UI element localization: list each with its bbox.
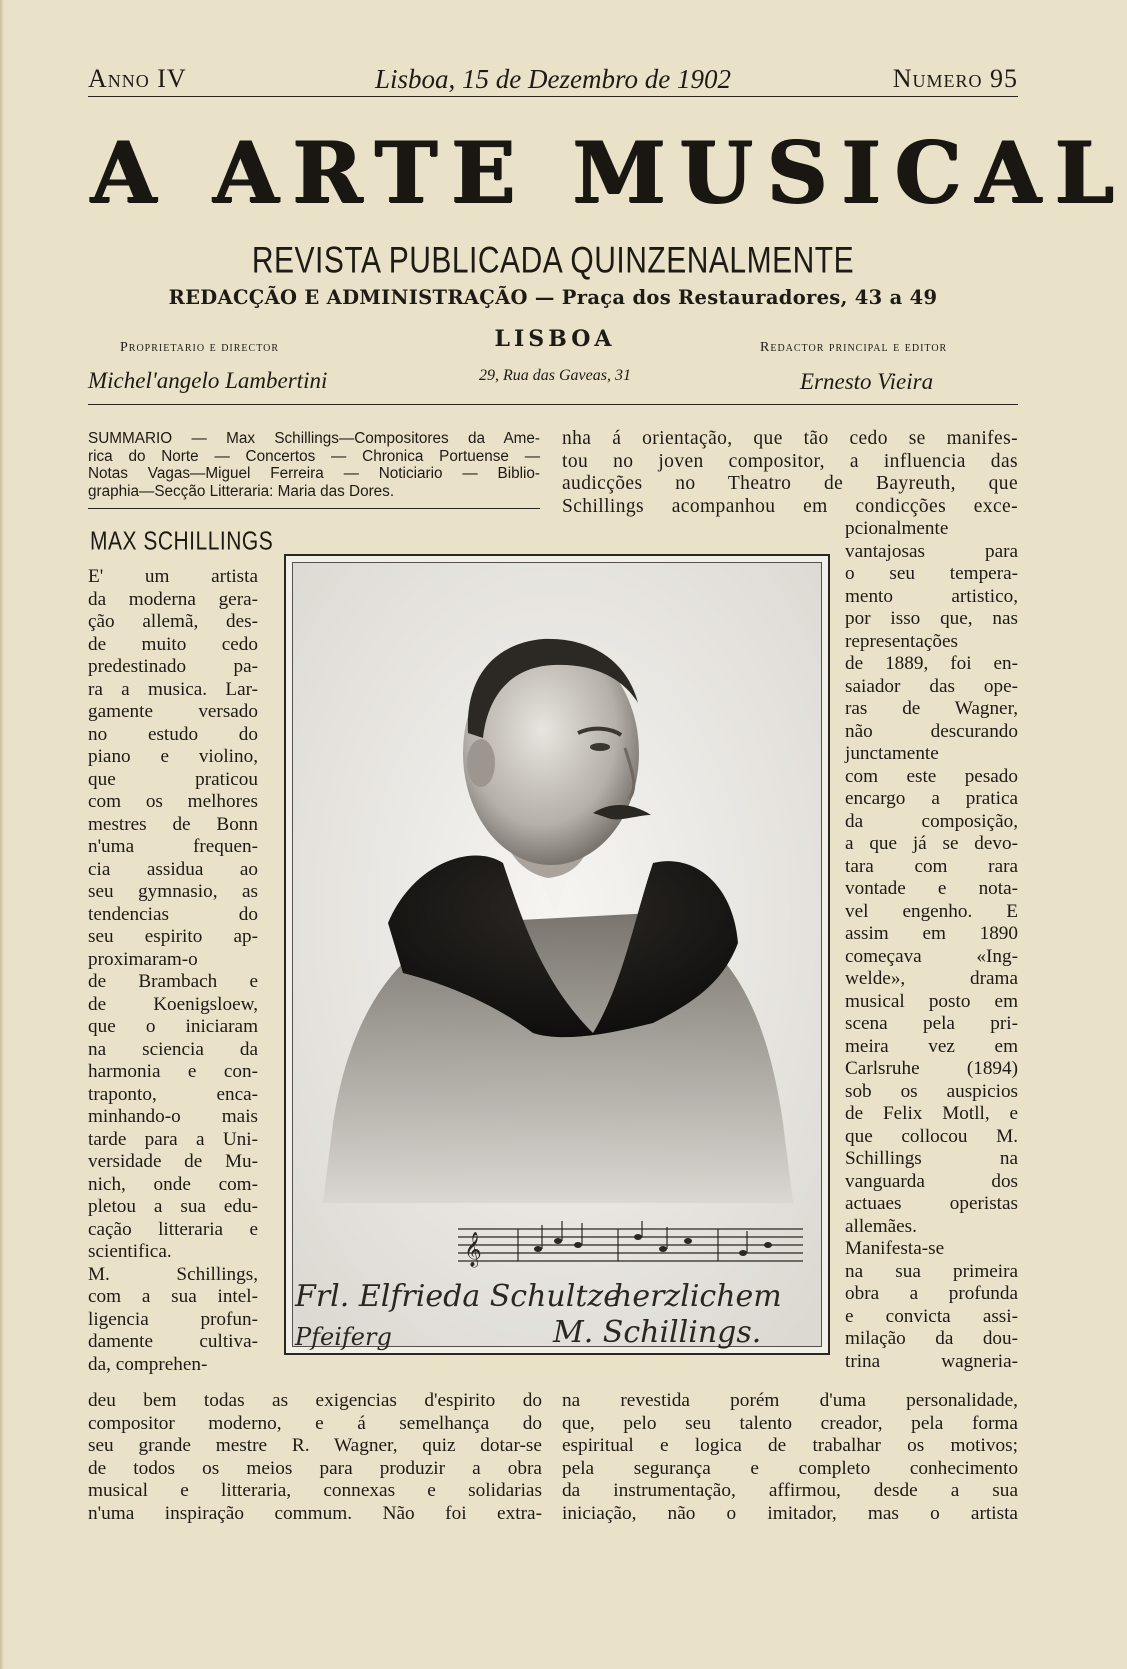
text-line: representações: [845, 630, 958, 652]
article-right-column: [845, 518, 1018, 1373]
masthead-title: A ARTE MUSICAL: [90, 123, 1127, 222]
text-line: sob os auspicios: [845, 1080, 1018, 1102]
text-line: pletou a sua edu-: [88, 1196, 258, 1217]
text-line: na revestida porém d'uma personalidade,: [562, 1390, 1018, 1411]
text-line: da instrumentação, affirmou, desde a sua: [562, 1480, 1018, 1501]
text-line: allemães.: [845, 1215, 917, 1237]
text-line: da moderna gera-: [88, 588, 258, 610]
text-line: Carlsruhe (1894): [845, 1058, 1018, 1079]
text-line: de muito cedo: [88, 633, 258, 655]
text-line: piano e violino,: [88, 746, 258, 767]
text-line: no estudo do: [88, 723, 258, 745]
dedication-handwriting: Pfeiferg: [295, 1323, 392, 1351]
text-line: scientifica.: [88, 1241, 172, 1262]
city-label: LISBOA: [494, 326, 616, 352]
street-address: 29, Rua das Gaveas, 31: [479, 367, 631, 384]
text-line: compositor moderno, e á semelhança do: [88, 1412, 542, 1434]
text-line: junctamente: [845, 743, 939, 764]
text-line: vantajosas para: [845, 540, 1018, 562]
text-line: deu bem todas as exigencias d'espirito do: [88, 1390, 542, 1411]
text-line: da composição,: [845, 810, 1018, 832]
text-line: com a sua intel-: [88, 1286, 258, 1307]
text-line: assim em 1890: [845, 923, 1018, 944]
text-line: ra a musica. Lar-: [88, 678, 258, 700]
text-line: vontade e nota-: [845, 878, 1018, 899]
text-line: com os melhores: [88, 791, 258, 812]
text-line: obra a profunda: [845, 1283, 1018, 1304]
article-title: MAX SCHILLINGS: [90, 527, 274, 556]
summary-divider: [88, 508, 540, 509]
text-line: musical posto em: [845, 990, 1018, 1012]
text-line: n'uma inspiração commum. Não foi extra-: [88, 1502, 542, 1524]
article-left-column: [88, 566, 258, 1376]
masthead-subtitle: REVISTA PUBLICADA QUINZENALMENTE: [251, 240, 855, 282]
text-line: cação litteraria e: [88, 1218, 258, 1240]
text-line: que o iniciaram: [88, 1016, 258, 1037]
article-top-right: [562, 428, 1018, 518]
issue-number: Numero 95: [892, 64, 1018, 93]
text-line: gamente versado: [88, 701, 258, 722]
text-line: vel engenho. E: [845, 900, 1018, 922]
proprietor-name: Michel'angelo Lambertini: [88, 368, 328, 393]
text-line: começava «Ing-: [845, 945, 1018, 967]
text-line: Manifesta-se: [845, 1238, 945, 1259]
text-line: ras de Wagner,: [845, 698, 1018, 719]
article-bottom-left: [88, 1390, 542, 1525]
issue-date: Lisboa, 15 de Dezembro de 1902: [375, 64, 731, 94]
portrait-photograph: [284, 554, 830, 1355]
photo-area: [292, 562, 822, 1351]
text-line: mestres de Bonn: [88, 813, 258, 835]
composer-signature: M. Schillings.: [553, 1315, 762, 1350]
text-line: seu gymnasio, as: [88, 881, 258, 902]
text-line: cia assidua ao: [88, 858, 258, 880]
text-line: damente cultiva-: [88, 1331, 258, 1352]
editorial-address: REDACÇÃO E ADMINISTRAÇÃO — Praça dos Restauradores, 43 a 49: [168, 286, 938, 309]
dedication-handwriting: Frl. Elfrieda Schultze: [295, 1279, 621, 1314]
text-line: encargo a pratica: [845, 788, 1018, 809]
text-line: nich, onde com-: [88, 1173, 258, 1195]
text-line: pela segurança e completo conhecimento: [562, 1457, 1018, 1479]
text-line: minhando-o mais: [88, 1106, 258, 1127]
summary-line: rica do Norte — Concertos — Chronica Portuense —: [88, 447, 540, 465]
text-line: Schillings na: [845, 1148, 1018, 1169]
text-line: na sua primeira: [845, 1260, 1018, 1282]
proprietor-label: Proprietario e director: [120, 340, 280, 355]
text-line: por isso que, nas: [845, 608, 1018, 629]
text-line: saiador das ope-: [845, 675, 1018, 697]
text-line: milação da dou-: [845, 1328, 1018, 1349]
editor-label: Redactor principal e editor: [760, 340, 948, 355]
text-line: welde», drama: [845, 968, 1018, 989]
text-line: não descurando: [845, 720, 1018, 742]
article-bottom-right: [562, 1390, 1018, 1525]
header-divider: [88, 404, 1018, 405]
text-line: seu espirito ap-: [88, 926, 258, 947]
text-line: tara com rara: [845, 855, 1018, 877]
table-of-contents: [88, 430, 540, 500]
summary-line: graphia—Secção Litteraria: Maria das Dores.: [88, 482, 395, 500]
text-line: da, comprehen-: [88, 1353, 208, 1375]
text-line: tou no joven compositor, a influencia das: [562, 450, 1018, 472]
text-line: E' um artista: [88, 566, 258, 587]
summary-line: Notas Vagas—Miguel Ferreira — Noticiario — Biblio-: [88, 465, 540, 482]
text-line: ligencia profun-: [88, 1308, 258, 1330]
text-line: nha á orientação, que tão cedo se manifes-: [562, 428, 1018, 449]
text-line: que collocou M.: [845, 1125, 1018, 1147]
text-line: tendencias do: [88, 903, 258, 925]
issue-header: [88, 62, 1018, 97]
text-line: vanguarda dos: [845, 1170, 1018, 1192]
text-line: iniciação, não o imitador, mas o artista: [562, 1502, 1018, 1524]
text-line: harmonia e con-: [88, 1061, 258, 1082]
text-line: de Felix Motll, e: [845, 1103, 1018, 1124]
text-line: de Koenigsloew,: [88, 993, 258, 1015]
text-line: de 1889, foi en-: [845, 653, 1018, 674]
text-line: trina wagneria-: [845, 1350, 1018, 1372]
text-line: que praticou: [88, 768, 258, 790]
volume-label: Anno IV: [88, 64, 187, 93]
text-line: n'uma frequen-: [88, 836, 258, 857]
text-line: traponto, enca-: [88, 1083, 258, 1105]
text-line: audicções no Theatro de Bayreuth, que: [562, 473, 1018, 494]
music-staff: [458, 1221, 803, 1269]
text-line: versidade de Mu-: [88, 1151, 258, 1172]
text-line: proximaram-o: [88, 948, 198, 970]
text-line: musical e litteraria, connexas e solidarias: [88, 1480, 542, 1501]
text-line: que, pelo seu talento creador, pela forma: [562, 1412, 1018, 1434]
text-line: mento artistico,: [845, 585, 1018, 607]
text-line: com este pesado: [845, 765, 1018, 787]
text-line: scena pela pri-: [845, 1013, 1018, 1034]
svg-text:𝄞: 𝄞: [464, 1232, 482, 1267]
text-line: predestinado pa-: [88, 656, 258, 677]
text-line: pcionalmente: [845, 518, 949, 539]
text-line: Schillings acompanhou em condicções exce-: [562, 495, 1018, 517]
text-line: de todos os meios para produzir a obra: [88, 1457, 542, 1479]
text-line: ção allemã, des-: [88, 611, 258, 632]
summary-line: SUMMARIO — Max Schillings—Compositores da Ame-: [88, 430, 540, 447]
text-line: de Brambach e: [88, 971, 258, 992]
text-line: e convicta assi-: [845, 1305, 1018, 1327]
text-line: na sciencia da: [88, 1038, 258, 1060]
text-line: meira vez em: [845, 1035, 1018, 1057]
editor-name: Ernesto Vieira: [800, 369, 934, 394]
text-line: o seu tempera-: [845, 563, 1018, 584]
text-line: espiritual e logica de trabalhar os motivos;: [562, 1435, 1018, 1456]
text-line: actuaes operistas: [845, 1193, 1018, 1214]
text-line: seu grande mestre R. Wagner, quiz dotar-se: [88, 1435, 542, 1456]
page-edge: [0, 0, 4, 1669]
text-line: tarde para a Uni-: [88, 1128, 258, 1150]
dedication-handwriting: herzlichem: [613, 1279, 782, 1314]
text-line: a que já se devo-: [845, 833, 1018, 854]
text-line: M. Schillings,: [88, 1263, 258, 1285]
